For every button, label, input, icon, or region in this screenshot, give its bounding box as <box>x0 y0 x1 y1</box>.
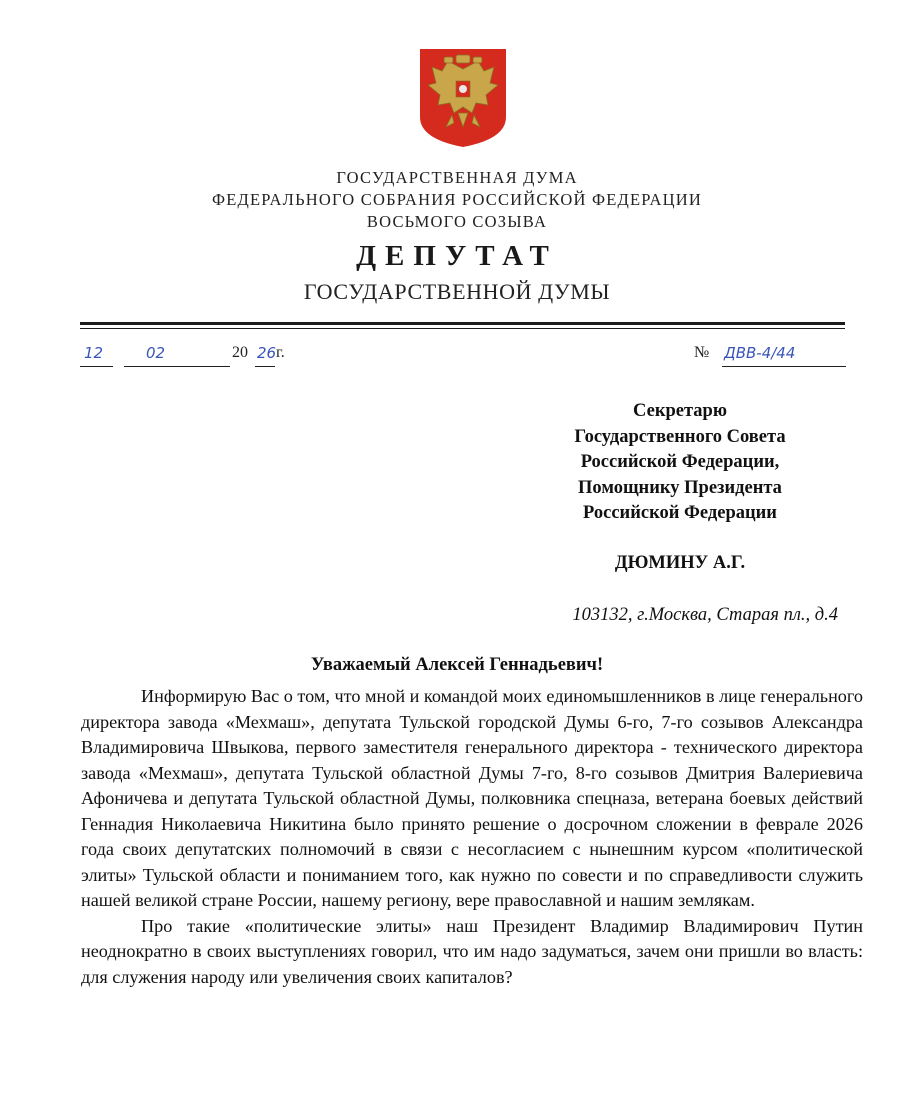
russian-coat-of-arms-icon <box>418 47 508 149</box>
org-name-line-1: ГОСУДАРСТВЕННАЯ ДУМА <box>336 168 578 187</box>
letter-paragraph: Информирую Вас о том, что мной и командой моих единомышленников в лице генерального директора завода «Мехмаш», депутата Тульской городской Думы 6-го, 7-го созывов Александра Владимировича Швыкова, первого заместителя генерального директора - технического директора завода «Мехмаш», депутата Тульской областной Думы 7-го, 8-го созывов Дмитрия Валериевича Афоничева и депутата Тульской областной Думы, полковника спецназа, ветерана боевых действий Геннадия Николаевича Никитина было принято решение о досрочном сложении в феврале 2026 года своих депутатских полномочий в связи с несогласием с нынешним курсом «политической элиты» Тульской области и пониманием того, как нужно по совести и по справедливости служить нашей великой стране России, нашему региону, вере православной и нашим землякам. <box>81 686 863 910</box>
addressee-line: Государственного Совета <box>574 426 786 447</box>
date-suffix: г. <box>276 344 285 361</box>
letter-greeting: Уважаемый Алексей Геннадьевич! <box>310 655 604 675</box>
org-name-line-3: ВОСЬМОГО СОЗЫВА <box>366 212 548 231</box>
date-year-prefix: 20 <box>232 344 248 361</box>
number-label: № <box>694 344 710 361</box>
date-month: 02 <box>146 344 166 362</box>
org-name-line-2: ФЕДЕРАЛЬНОГО СОБРАНИЯ РОССИЙСКОЙ ФЕДЕРАЦИИ <box>212 190 702 209</box>
letterhead-subtitle: ГОСУДАРСТВЕННОЙ ДУМЫ <box>303 279 611 304</box>
letter-paragraph: Про такие «политические элиты» наш Президент Владимир Владимирович Путин неоднократно в своих выступлениях говорил, что им надо задуматься, зачем они пришли во власть: для служения народу или увеличения своих капиталов? <box>81 915 863 987</box>
letter-body <box>81 684 863 990</box>
letterhead-title: ДЕПУТАТ <box>356 240 558 272</box>
header-divider-thin <box>80 328 845 329</box>
document-number-field <box>694 344 854 370</box>
date-day: 12 <box>84 344 104 362</box>
addressee-block <box>480 399 880 527</box>
date-year-suffix: 26 <box>257 344 277 362</box>
addressee-line: Российской Федерации, <box>580 452 780 472</box>
addressee-line: Помощнику Президента <box>578 477 782 498</box>
addressee-line: Секретарю <box>633 401 727 421</box>
coat-of-arms-emblem <box>418 47 508 149</box>
recipient-name: ДЮМИНУ А.Г. <box>614 553 746 573</box>
header-divider-thick <box>80 322 845 325</box>
document-number: ДВВ-4/44 <box>724 344 796 362</box>
addressee-line: Российской Федерации <box>583 503 777 523</box>
recipient-address: 103132, г.Москва, Старая пл., д.4 <box>572 605 838 625</box>
